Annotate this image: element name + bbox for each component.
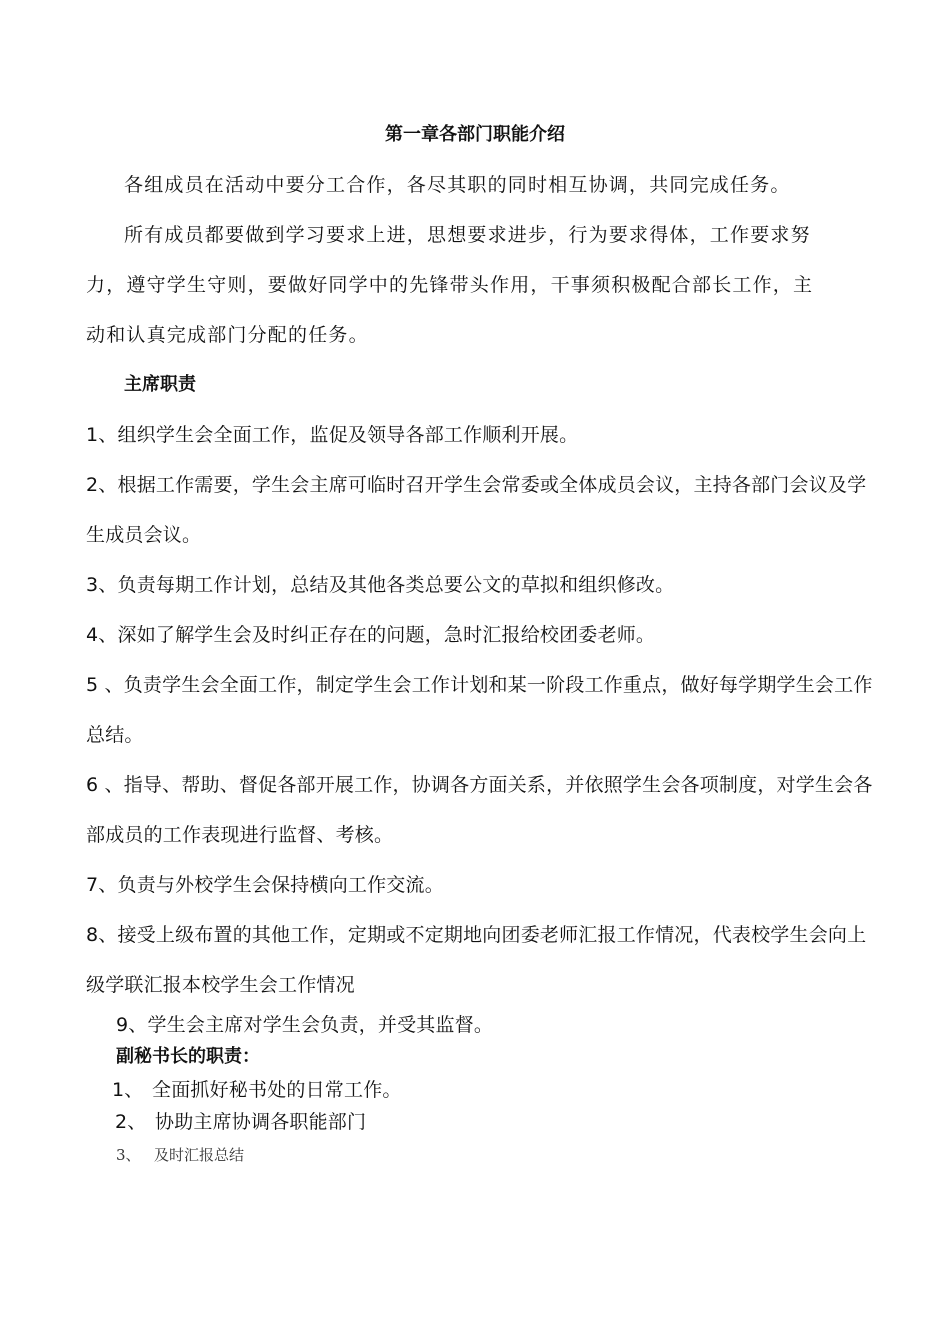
intro-paragraph-2-line-2: 力，遵守学生守则，要做好同学中的先锋带头作用，干事须积极配合部长工作，主 bbox=[86, 274, 814, 296]
page-title: 第一章各部门职能介绍 bbox=[385, 124, 565, 145]
chairman-item-3: 3、负责每期工作计划，总结及其他各类总要公文的草拟和组织修改。 bbox=[86, 574, 675, 596]
chairman-item-6-line-1: 6 、指导、帮助、督促各部开展工作，协调各方面关系，并依照学生会各项制度，对学生会各 bbox=[86, 774, 873, 796]
vice-secretary-item-1 bbox=[112, 1077, 402, 1103]
chairman-item-4: 4、深如了解学生会及时纠正存在的问题，急时汇报给校团委老师。 bbox=[86, 624, 656, 646]
chairman-item-1: 1、组织学生会全面工作，监促及领导各部工作顺利开展。 bbox=[86, 424, 579, 446]
chairman-item-2-line-1: 2、根据工作需要，学生会主席可临时召开学生会常委或全体成员会议，主持各部门会议及学 bbox=[86, 474, 867, 496]
chairman-item-6-line-2: 部成员的工作表现进行监督、考核。 bbox=[86, 824, 394, 846]
chairman-heading: 主席职责 bbox=[124, 374, 196, 395]
chairman-item-7: 7、负责与外校学生会保持横向工作交流。 bbox=[86, 874, 444, 896]
vice-secretary-item-3 bbox=[116, 1142, 244, 1168]
list-number: 1、 bbox=[112, 1079, 144, 1101]
chairman-item-9: 9、学生会主席对学生会负责，并受其监督。 bbox=[116, 1014, 494, 1036]
chairman-item-8-line-2: 级学联汇报本校学生会工作情况 bbox=[86, 974, 355, 996]
vice-secretary-heading: 副秘书长的职责： bbox=[116, 1046, 260, 1067]
list-item-text: 全面抓好秘书处的日常工作。 bbox=[152, 1079, 402, 1101]
intro-paragraph-2-line-3: 动和认真完成部门分配的任务。 bbox=[86, 324, 369, 346]
list-number: 2、 bbox=[115, 1111, 147, 1133]
chairman-item-8-line-1: 8、接受上级布置的其他工作，定期或不定期地向团委老师汇报工作情况，代表校学生会向上 bbox=[86, 924, 867, 946]
list-number: 3、 bbox=[116, 1146, 141, 1164]
chairman-item-5-line-1: 5 、负责学生会全面工作，制定学生会工作计划和某一阶段工作重点，做好每学期学生会工作 bbox=[86, 674, 873, 696]
list-item-text: 协助主席协调各职能部门 bbox=[155, 1111, 367, 1133]
intro-paragraph-1: 各组成员在活动中要分工合作，各尽其职的同时相互协调，共同完成任务。 bbox=[124, 174, 791, 196]
chairman-item-5-line-2: 总结。 bbox=[86, 724, 144, 746]
vice-secretary-item-2 bbox=[115, 1109, 366, 1135]
chairman-item-2-line-2: 生成员会议。 bbox=[86, 524, 202, 546]
list-item-text: 及时汇报总结 bbox=[154, 1146, 245, 1164]
intro-paragraph-2-line-1: 所有成员都要做到学习要求上进，思想要求进步，行为要求得体，工作要求努 bbox=[124, 224, 811, 246]
